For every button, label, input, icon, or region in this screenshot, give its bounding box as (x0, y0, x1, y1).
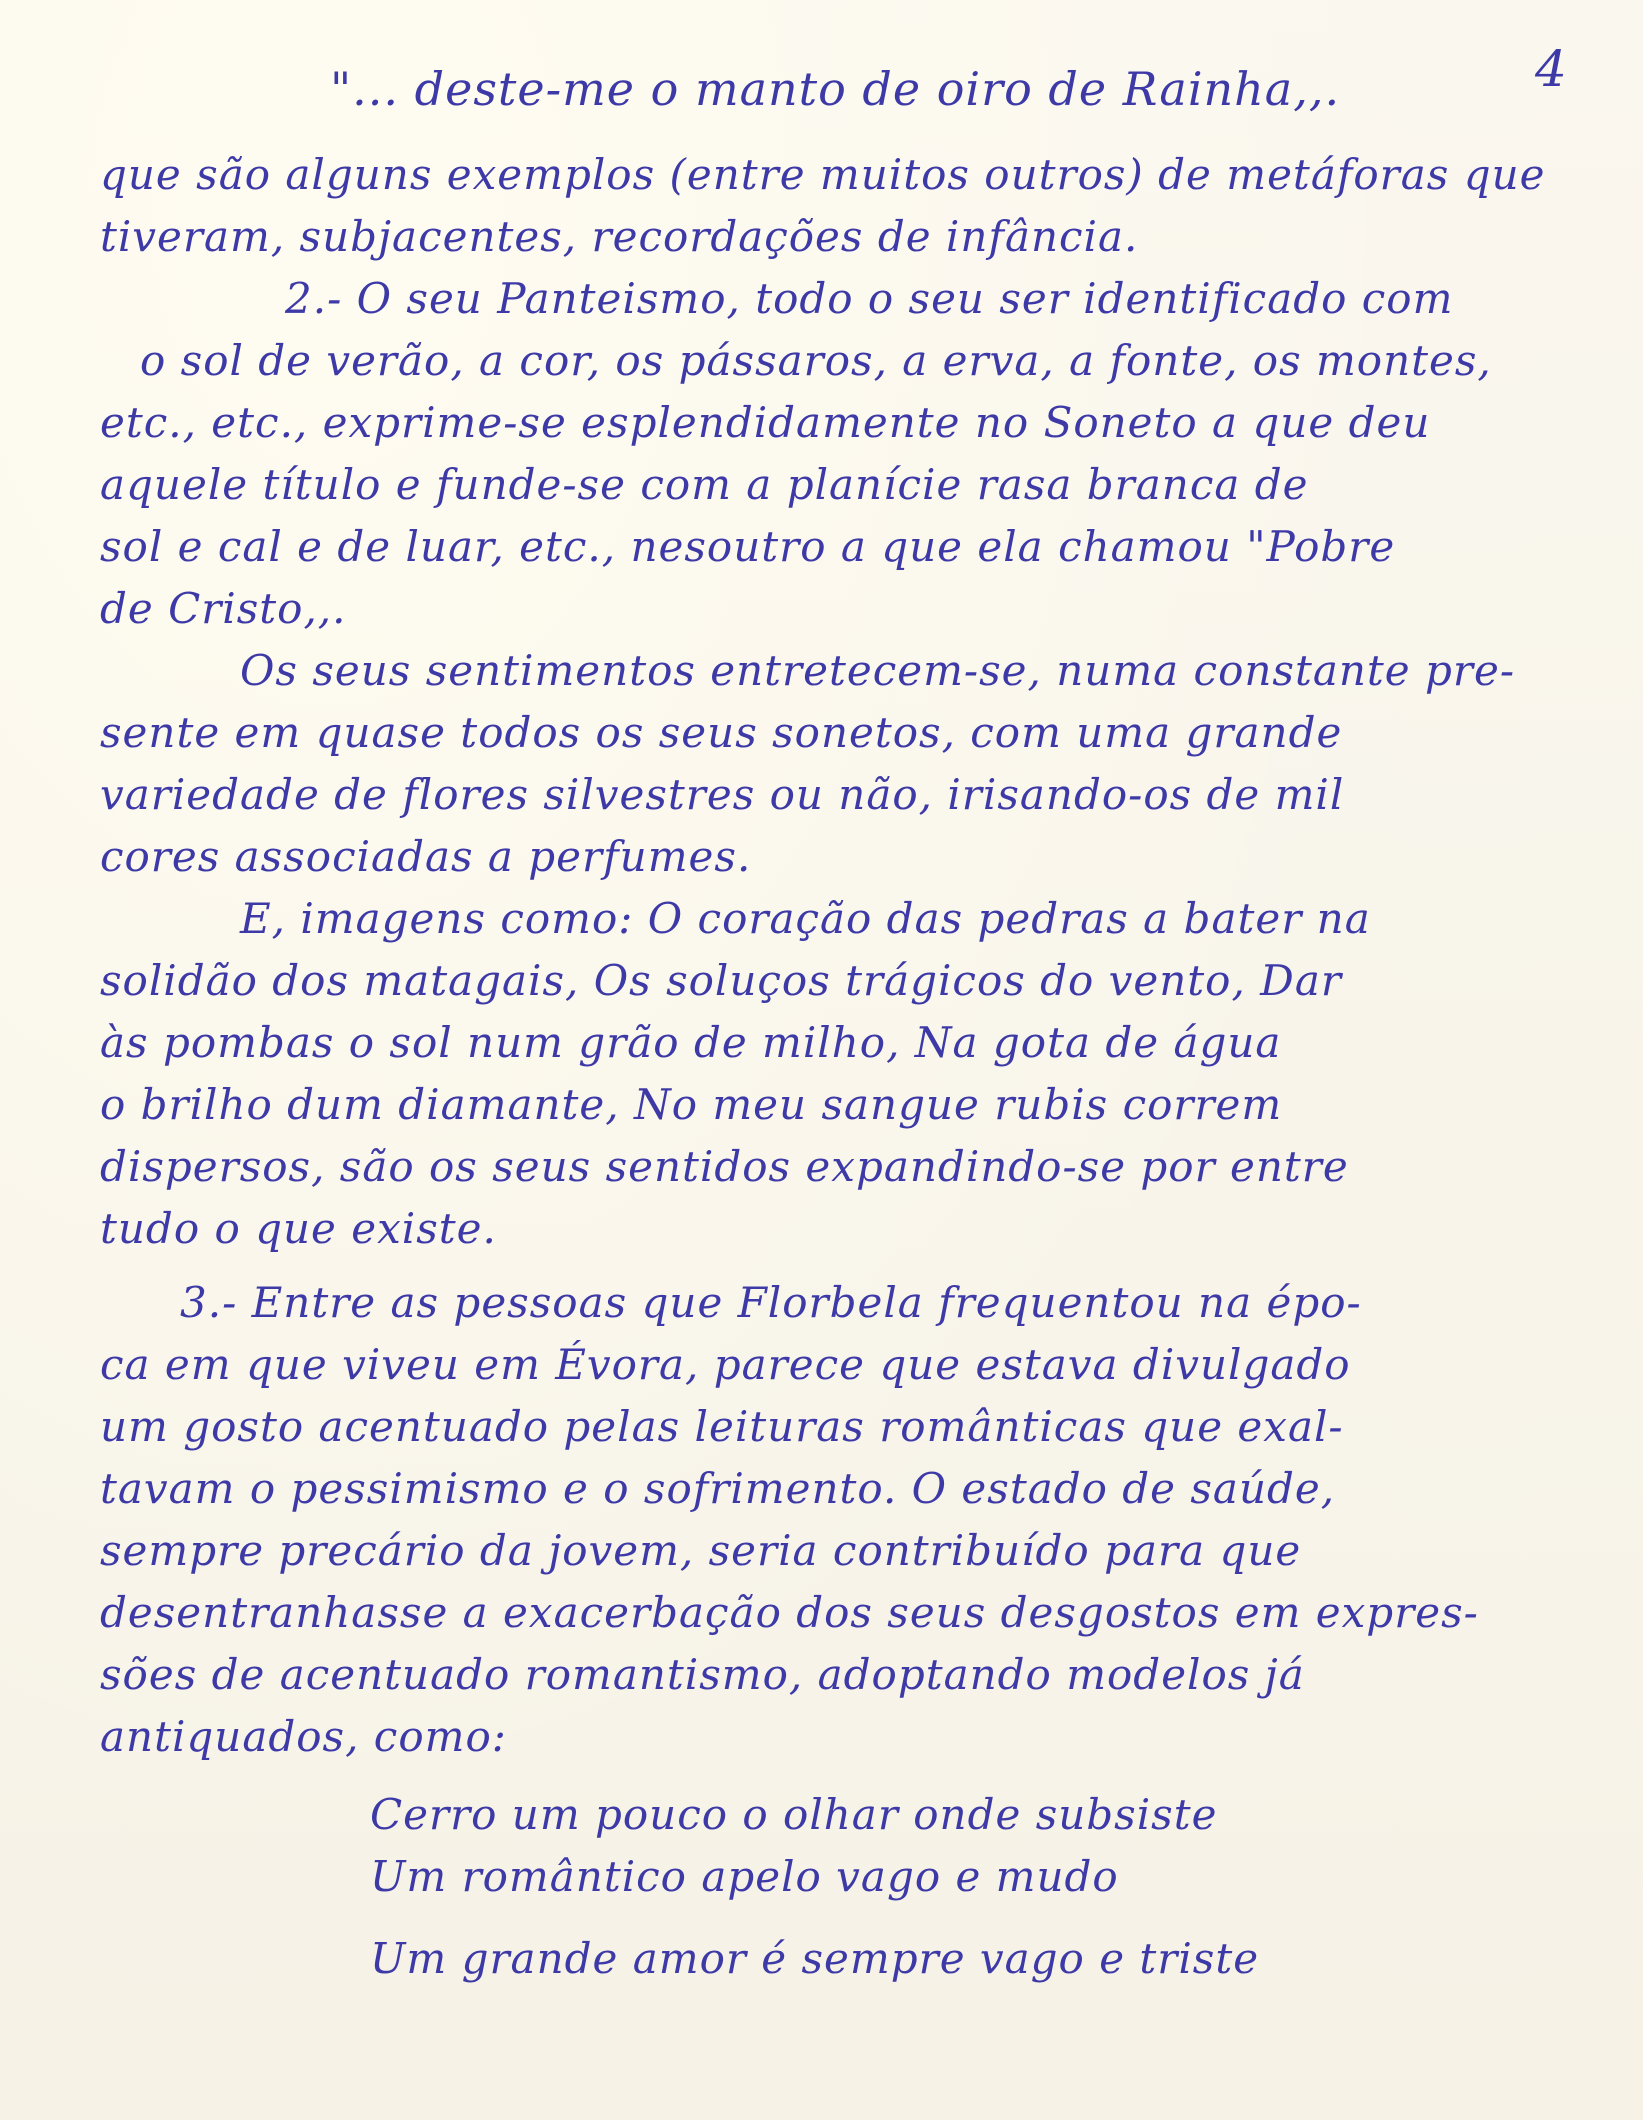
text-line: Os seus sentimentos entretecem-se, numa constante pre- (240, 646, 1516, 695)
text-line: sente em quase todos os seus sonetos, com uma grande (100, 708, 1343, 757)
text-line: ca em que viveu em Évora, parece que estava divulgado (100, 1340, 1351, 1389)
text-line: tavam o pessimismo e o sofrimento. O estado de saúde, (100, 1464, 1336, 1513)
header-quote: "... deste-me o manto de oiro de Rainha,,. (330, 62, 1341, 116)
text-line: variedade de flores silvestres ou não, irisando-os de mil (100, 770, 1345, 819)
text-line: antiquados, como: (100, 1712, 507, 1761)
text-line: sempre precário da jovem, seria contribuído para que (100, 1526, 1302, 1575)
poem-line: Cerro um pouco o olhar onde subsiste (370, 1790, 1218, 1839)
text-line: aquele título e funde-se com a planície rasa branca de (100, 460, 1309, 509)
text-line: o brilho dum diamante, No meu sangue rubis correm (100, 1080, 1283, 1129)
text-line: tudo o que existe. (100, 1204, 497, 1253)
text-line: um gosto acentuado pelas leituras românticas que exal- (100, 1402, 1344, 1451)
page-number: 4 (1535, 40, 1568, 98)
text-line: E, imagens como: O coração das pedras a bater na (240, 894, 1371, 943)
text-line: 2.- O seu Panteismo, todo o seu ser identificado com (285, 274, 1454, 323)
text-line: às pombas o sol num grão de milho, Na gota de água (100, 1018, 1282, 1067)
poem-line: Um romântico apelo vago e mudo (370, 1852, 1119, 1901)
text-line: etc., etc., exprime-se esplendidamente no Soneto a que deu (100, 398, 1431, 447)
text-line: o sol de verão, a cor, os pássaros, a erva, a fonte, os montes, (140, 336, 1492, 385)
text-line: sol e cal e de luar, etc., nesoutro a que ela chamou "Pobre (100, 522, 1396, 571)
text-line: solidão dos matagais, Os soluços trágicos do vento, Dar (100, 956, 1342, 1005)
text-line: dispersos, são os seus sentidos expandindo-se por entre (100, 1142, 1349, 1191)
text-line: sões de acentuado romantismo, adoptando modelos já (100, 1650, 1305, 1699)
text-line: desentranhasse a exacerbação dos seus desgostos em expres- (100, 1588, 1479, 1637)
text-line: cores associadas a perfumes. (100, 832, 752, 881)
text-line: tiveram, subjacentes, recordações de infância. (100, 212, 1139, 261)
text-line: de Cristo,,. (100, 584, 347, 633)
poem-line: Um grande amor é sempre vago e triste (370, 1934, 1260, 1983)
text-line: que são alguns exemplos (entre muitos outros) de metáforas que (100, 150, 1546, 199)
text-line: 3.- Entre as pessoas que Florbela frequentou na épo- (180, 1278, 1362, 1327)
